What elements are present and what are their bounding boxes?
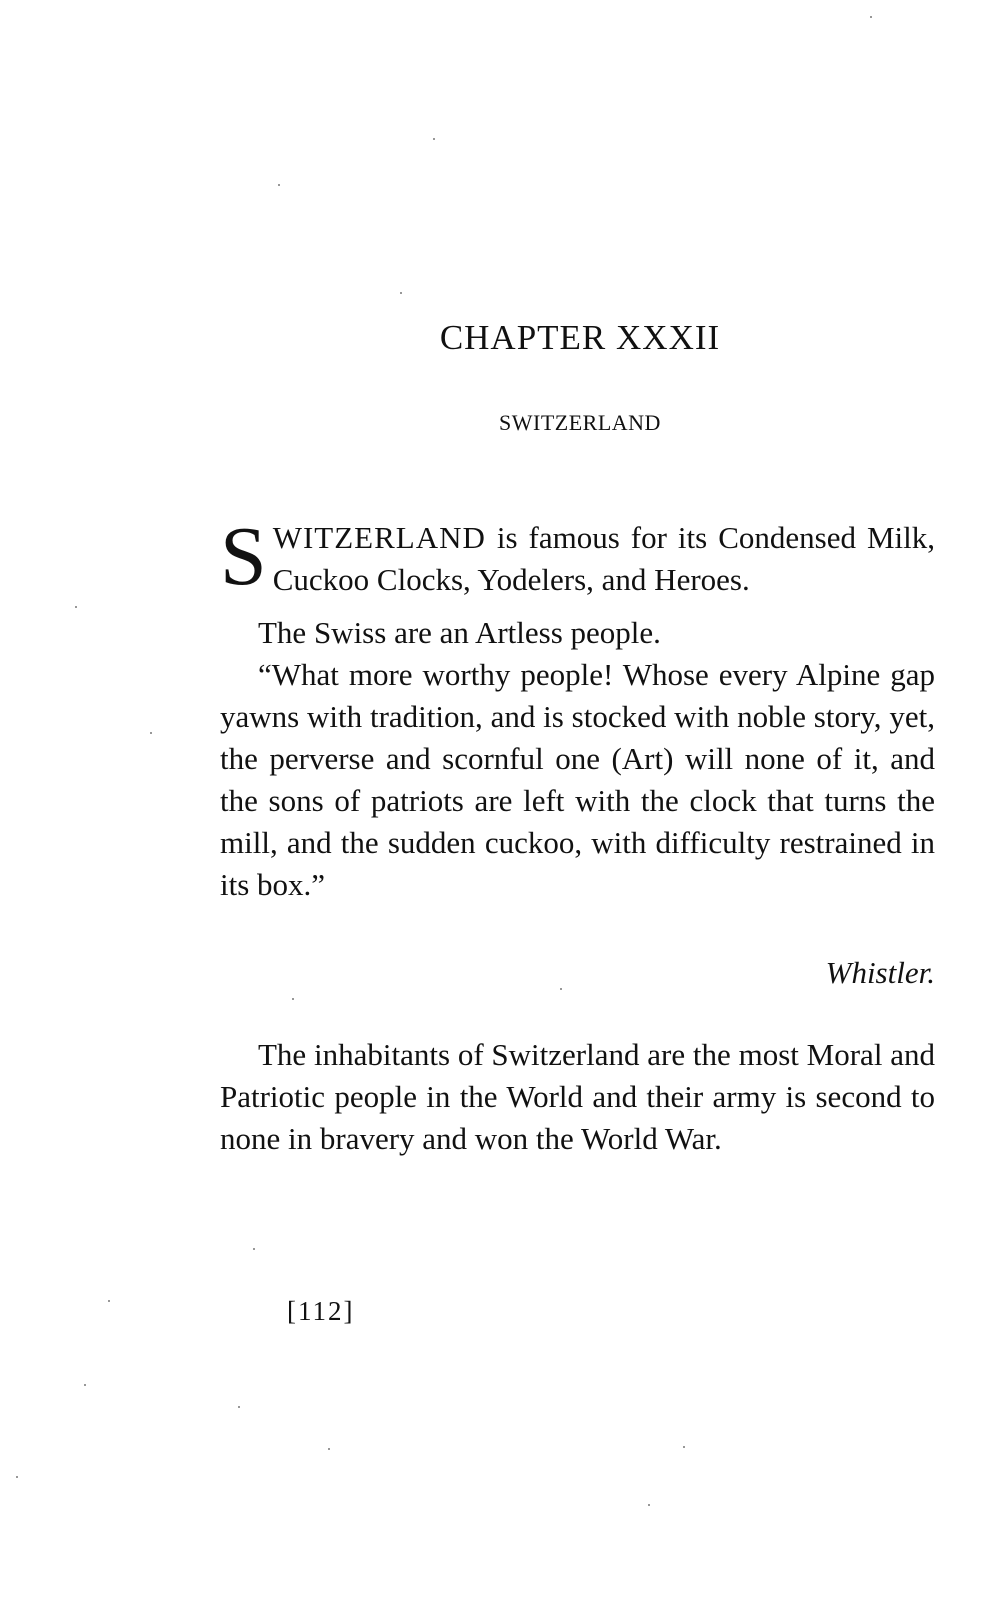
paragraph-whistler-quote: “What more worthy people! Whose every Alpine gap yawns with tradition, and is stocked with noble story, yet, the perverse and scornful one (Art) will none of it, and the sons of patriots are left with the clock that turns the mill, and the sudden cuckoo, with difficulty restrained in its box.” [220,657,935,902]
paragraph-inhabitants: The inhabitants of Switzerland are the most Moral and Patriotic people in the World and their army is second to none in bravery and won the World War. [220,1037,935,1156]
scan-speck [75,606,77,608]
scan-speck [84,1384,86,1386]
page-number: [112] [287,1296,355,1326]
scan-speck [433,138,435,140]
scan-speck [16,1476,18,1478]
chapter-subtitle: SWITZERLAND [499,410,661,435]
opening-small-caps: WITZERLAND [272,520,486,555]
body-text-section-1 [220,612,935,906]
scan-speck [648,1504,650,1506]
scan-speck [108,1300,110,1302]
scan-speck [400,292,402,294]
body-text-section-2 [220,1034,935,1160]
scan-speck [150,732,152,734]
paragraph-artless: The Swiss are an Artless people. [258,615,661,650]
opening-paragraph-text: is famous for its Condensed Milk, Cuckoo Clocks, Yodelers, and Heroes. [272,520,935,597]
scan-speck [560,988,562,990]
drop-cap-letter: S [220,510,267,603]
scan-speck [253,1248,255,1250]
scan-speck [238,1406,240,1408]
opening-paragraph [220,510,935,603]
quote-attribution: Whistler. [825,955,935,990]
chapter-title: CHAPTER XXXII [439,318,721,357]
scan-speck [683,1446,685,1448]
scan-speck [870,16,872,18]
scan-speck [292,998,294,1000]
scan-speck [328,1448,330,1450]
scan-speck [278,184,280,186]
